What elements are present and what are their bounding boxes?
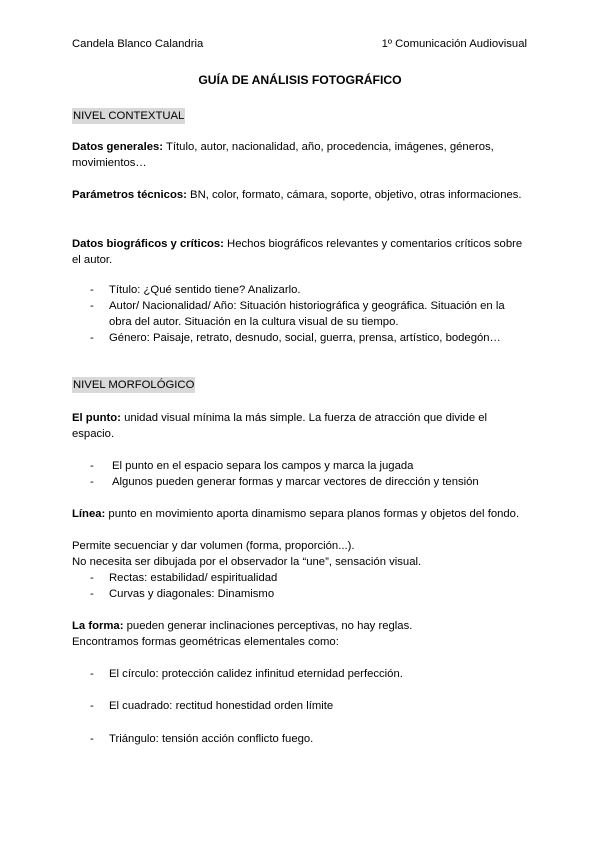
label-la-forma: La forma:	[72, 620, 124, 632]
section-heading-contextual: NIVEL CONTEXTUAL	[73, 110, 185, 122]
label-datos-generales: Datos generales:	[72, 141, 164, 153]
list-item-text: El punto en el espacio separa los campos y marca la jugada	[112, 460, 414, 472]
header-course: 1º Comunicación Audiovisual	[381, 38, 527, 50]
bullet-dash: -	[90, 300, 94, 312]
list-item-text: Triángulo: tensión acción conflicto fuego.	[109, 733, 314, 745]
label-datos-biograficos: Datos biográficos y críticos:	[72, 238, 224, 250]
document-title: GUÍA DE ANÁLISIS FOTOGRÁFICO	[198, 73, 402, 87]
bullet-dash: -	[90, 733, 94, 745]
bullet-dash: -	[90, 588, 94, 600]
bullet-dash: -	[90, 668, 94, 680]
text-parametros-tecnicos: BN, color, formato, cámara, soporte, objetivo, otras informaciones.	[186, 189, 522, 201]
list-item-text: Género: Paisaje, retrato, desnudo, social, guerra, prensa, artístico, bodegón…	[109, 332, 501, 344]
list-item-text: El cuadrado: rectitud honestidad orden límite	[109, 700, 334, 712]
list-item	[90, 586, 530, 602]
text-linea: punto en movimiento aporta dinamismo separa planos formas y objetos del fondo.	[105, 508, 520, 520]
list-item-text: Rectas: estabilidad/ espiritualidad	[109, 572, 278, 584]
paragraph-parametros-tecnicos	[72, 187, 530, 203]
bullet-dash: -	[90, 700, 94, 712]
bullet-dash: -	[90, 284, 94, 296]
list-item-text: El círculo: protección calidez infinitud eternidad perfección.	[109, 668, 403, 680]
text-datos-biograficos: Hechos biográficos relevantes y comentarios críticos sobre el autor.	[72, 238, 523, 266]
list-item	[90, 298, 530, 330]
list-item	[90, 666, 530, 682]
paragraph-datos-generales	[72, 139, 530, 171]
paragraph-linea	[72, 506, 530, 522]
label-el-punto: El punto:	[72, 412, 121, 424]
list-item	[90, 474, 530, 490]
paragraph-la-forma	[72, 618, 530, 634]
section-heading-morfologico: NIVEL MORFOLÓGICO	[73, 379, 195, 391]
label-parametros-tecnicos: Parámetros técnicos:	[72, 189, 187, 201]
paragraph-datos-biograficos	[72, 236, 530, 268]
list-item-text: Título: ¿Qué sentido tiene? Analizarlo.	[109, 284, 301, 296]
text-line: No necesita ser dibujada por el observador la “une”, sensación visual.	[72, 556, 422, 568]
list-item-text: Autor/ Nacionalidad/ Año: Situación historiográfica y geográfica. Situación en la obra del autor. Situación en la cultura visual de su tiempo.	[109, 300, 505, 328]
header-author: Candela Blanco Calandria	[72, 38, 204, 50]
list-item	[90, 330, 530, 346]
text-datos-generales: Título, autor, nacionalidad, año, procedencia, imágenes, géneros, movimientos…	[72, 141, 494, 169]
list-item	[90, 458, 530, 474]
list-item-text: Algunos pueden generar formas y marcar vectores de dirección y tensión	[112, 476, 479, 488]
label-linea: Línea:	[72, 508, 106, 520]
paragraph-el-punto	[72, 410, 530, 442]
bullet-dash: -	[90, 460, 94, 472]
bullet-dash: -	[90, 332, 94, 344]
text-line: Encontramos formas geométricas elementales como:	[72, 636, 339, 648]
list-item	[90, 282, 530, 298]
text-el-punto: unidad visual mínima la más simple. La fuerza de atracción que divide el espacio.	[72, 412, 488, 440]
list-item	[90, 731, 530, 747]
list-item	[90, 570, 530, 586]
list-item-text: Curvas y diagonales: Dinamismo	[109, 588, 275, 600]
bullet-dash: -	[90, 476, 94, 488]
list-item	[90, 698, 530, 714]
bullet-dash: -	[90, 572, 94, 584]
text-line: Permite secuenciar y dar volumen (forma, proporción...).	[72, 540, 355, 552]
text-la-forma: pueden generar inclinaciones perceptivas, no hay reglas.	[123, 620, 413, 632]
